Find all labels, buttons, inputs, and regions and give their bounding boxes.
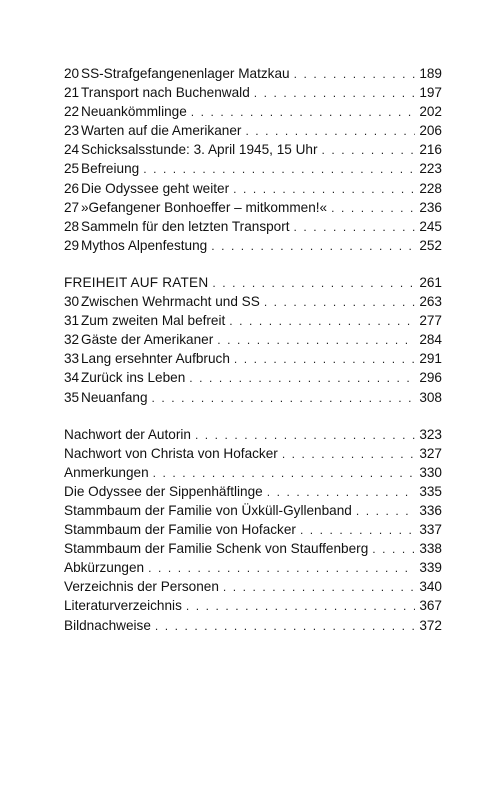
chapter-number: 24 bbox=[64, 142, 80, 158]
toc-entry bbox=[64, 558, 442, 577]
leader-dots bbox=[294, 65, 416, 84]
chapter-title: Transport nach Buchenwald bbox=[81, 85, 250, 101]
toc-entry bbox=[64, 349, 442, 368]
leader-dots bbox=[233, 180, 415, 199]
toc-entry bbox=[64, 121, 442, 140]
leader-dots bbox=[229, 312, 415, 331]
page-number: 228 bbox=[419, 180, 442, 196]
leader-dots bbox=[148, 559, 415, 578]
toc-entry bbox=[64, 159, 442, 178]
chapter-number: 33 bbox=[64, 351, 80, 367]
entry-title: Abkürzungen bbox=[64, 560, 145, 576]
entry-title: Anmerkungen bbox=[64, 464, 149, 480]
leader-dots bbox=[264, 293, 416, 312]
leader-dots bbox=[217, 331, 415, 350]
toc-group-back-matter bbox=[64, 425, 442, 635]
chapter-title: Lang ersehnter Aufbruch bbox=[81, 351, 230, 367]
toc-entry bbox=[64, 102, 442, 121]
leader-dots bbox=[267, 483, 416, 502]
toc-entry bbox=[64, 444, 442, 463]
table-of-contents bbox=[64, 64, 442, 635]
leader-dots bbox=[234, 350, 415, 369]
page-number: 339 bbox=[419, 560, 442, 576]
chapter-title: Sammeln für den letzten Transport bbox=[81, 218, 290, 234]
page-number: 335 bbox=[419, 483, 442, 499]
chapter-number: 25 bbox=[64, 161, 80, 177]
chapter-number: 34 bbox=[64, 370, 80, 386]
section-title: FREIHEIT AUF RATEN bbox=[64, 274, 209, 290]
leader-dots bbox=[143, 160, 415, 179]
leader-dots bbox=[186, 597, 415, 616]
leader-dots bbox=[245, 122, 415, 141]
toc-entry bbox=[64, 83, 442, 102]
chapter-title: Zum zweiten Mal befreit bbox=[81, 313, 226, 329]
toc-entry bbox=[64, 596, 442, 615]
page-number: 323 bbox=[419, 426, 442, 442]
leader-dots bbox=[322, 141, 416, 160]
leader-dots bbox=[254, 84, 416, 103]
page-number: 206 bbox=[419, 123, 442, 139]
leader-dots bbox=[152, 389, 416, 408]
page-number: 338 bbox=[419, 541, 442, 557]
leader-dots bbox=[155, 617, 415, 636]
page-number: 327 bbox=[419, 445, 442, 461]
entry-title: Literaturverzeichnis bbox=[64, 598, 182, 614]
page-number: 189 bbox=[419, 66, 442, 81]
toc-entry bbox=[64, 539, 442, 558]
page-number: 277 bbox=[419, 313, 442, 329]
chapter-title: SS-Strafgefangenenlager Matzkau bbox=[81, 66, 290, 81]
entry-title: Die Odyssee der Sippenhäftlinge bbox=[64, 483, 263, 499]
leader-dots bbox=[189, 369, 415, 388]
entry-title: Stammbaum der Familie von Hofacker bbox=[64, 522, 296, 538]
toc-entry bbox=[64, 501, 442, 520]
page-number: 245 bbox=[419, 218, 442, 234]
toc-entry bbox=[64, 577, 442, 596]
chapter-number: 22 bbox=[64, 104, 80, 120]
page-number: 263 bbox=[419, 294, 442, 310]
leader-dots bbox=[300, 521, 415, 540]
chapter-number: 26 bbox=[64, 180, 80, 196]
page-number: 202 bbox=[419, 104, 442, 120]
leader-dots bbox=[372, 540, 415, 559]
chapter-number: 35 bbox=[64, 389, 80, 405]
chapter-title: Warten auf die Amerikaner bbox=[81, 123, 242, 139]
chapter-number: 32 bbox=[64, 332, 80, 348]
entry-title: Bildnachweise bbox=[64, 617, 151, 633]
page-number: 197 bbox=[419, 85, 442, 101]
page-number: 284 bbox=[419, 332, 442, 348]
toc-entry bbox=[64, 64, 442, 83]
page-number: 236 bbox=[419, 199, 442, 215]
chapter-number: 21 bbox=[64, 85, 80, 101]
section-spacer bbox=[64, 255, 442, 273]
toc-entry bbox=[64, 520, 442, 539]
toc-entry bbox=[64, 368, 442, 387]
toc-entry bbox=[64, 311, 442, 330]
leader-dots bbox=[282, 445, 416, 464]
chapter-title: Die Odyssee geht weiter bbox=[81, 180, 230, 196]
page-number: 308 bbox=[419, 389, 442, 405]
chapter-number: 27 bbox=[64, 199, 80, 215]
leader-dots bbox=[153, 464, 416, 483]
page-number: 261 bbox=[419, 274, 442, 290]
leader-dots bbox=[211, 237, 415, 256]
leader-dots bbox=[195, 426, 415, 445]
toc-entry bbox=[64, 179, 442, 198]
chapter-title: Mythos Alpenfestung bbox=[81, 237, 208, 253]
chapter-title: Neuankömmlinge bbox=[81, 104, 187, 120]
chapter-number: 28 bbox=[64, 218, 80, 234]
page-number: 330 bbox=[419, 464, 442, 480]
page-number: 367 bbox=[419, 598, 442, 614]
chapter-number: 20 bbox=[64, 66, 80, 81]
chapter-title: Neuanfang bbox=[81, 389, 148, 405]
chapter-title: »Gefangener Bonhoeffer – mitkommen!« bbox=[81, 199, 328, 215]
chapter-title: Zurück ins Leben bbox=[81, 370, 186, 386]
chapter-number: 29 bbox=[64, 237, 80, 253]
chapter-title: Gäste der Amerikaner bbox=[81, 332, 214, 348]
toc-entry bbox=[64, 425, 442, 444]
leader-dots bbox=[191, 103, 416, 122]
entry-title: Nachwort der Autorin bbox=[64, 426, 191, 442]
toc-entry bbox=[64, 463, 442, 482]
toc-entry bbox=[64, 140, 442, 159]
toc-entry bbox=[64, 388, 442, 407]
toc-entry bbox=[64, 198, 442, 217]
page-number: 372 bbox=[419, 617, 442, 633]
toc-entry bbox=[64, 217, 442, 236]
toc-entry bbox=[64, 482, 442, 501]
page-number: 336 bbox=[419, 502, 442, 518]
chapter-number: 30 bbox=[64, 294, 80, 310]
toc-entry bbox=[64, 292, 442, 311]
toc-section-heading bbox=[64, 273, 442, 292]
chapter-title: Schicksalsstunde: 3. April 1945, 15 Uhr bbox=[81, 142, 318, 158]
toc-group-chapters-20-29 bbox=[64, 64, 442, 255]
entry-title: Stammbaum der Familie von Üxküll-Gyllenband bbox=[64, 502, 352, 518]
page-number: 252 bbox=[419, 237, 442, 253]
chapter-title: Befreiung bbox=[81, 161, 140, 177]
chapter-number: 31 bbox=[64, 313, 80, 329]
toc-entry bbox=[64, 616, 442, 635]
toc-entry bbox=[64, 236, 442, 255]
page-number: 337 bbox=[419, 522, 442, 538]
entry-title: Nachwort von Christa von Hofacker bbox=[64, 445, 278, 461]
leader-dots bbox=[223, 578, 415, 597]
chapter-title: Zwischen Wehrmacht und SS bbox=[81, 294, 260, 310]
section-spacer bbox=[64, 407, 442, 425]
leader-dots bbox=[212, 274, 415, 293]
leader-dots bbox=[356, 502, 415, 521]
page-number: 216 bbox=[419, 142, 442, 158]
chapter-number: 23 bbox=[64, 123, 80, 139]
page-number: 223 bbox=[419, 161, 442, 177]
leader-dots bbox=[294, 218, 416, 237]
page-number: 340 bbox=[419, 579, 442, 595]
entry-title: Stammbaum der Familie Schenk von Stauffenberg bbox=[64, 541, 369, 557]
page-number: 291 bbox=[419, 351, 442, 367]
toc-group-freiheit-auf-raten bbox=[64, 273, 442, 407]
toc-entry bbox=[64, 330, 442, 349]
entry-title: Verzeichnis der Personen bbox=[64, 579, 219, 595]
leader-dots bbox=[331, 199, 415, 218]
page-number: 296 bbox=[419, 370, 442, 386]
